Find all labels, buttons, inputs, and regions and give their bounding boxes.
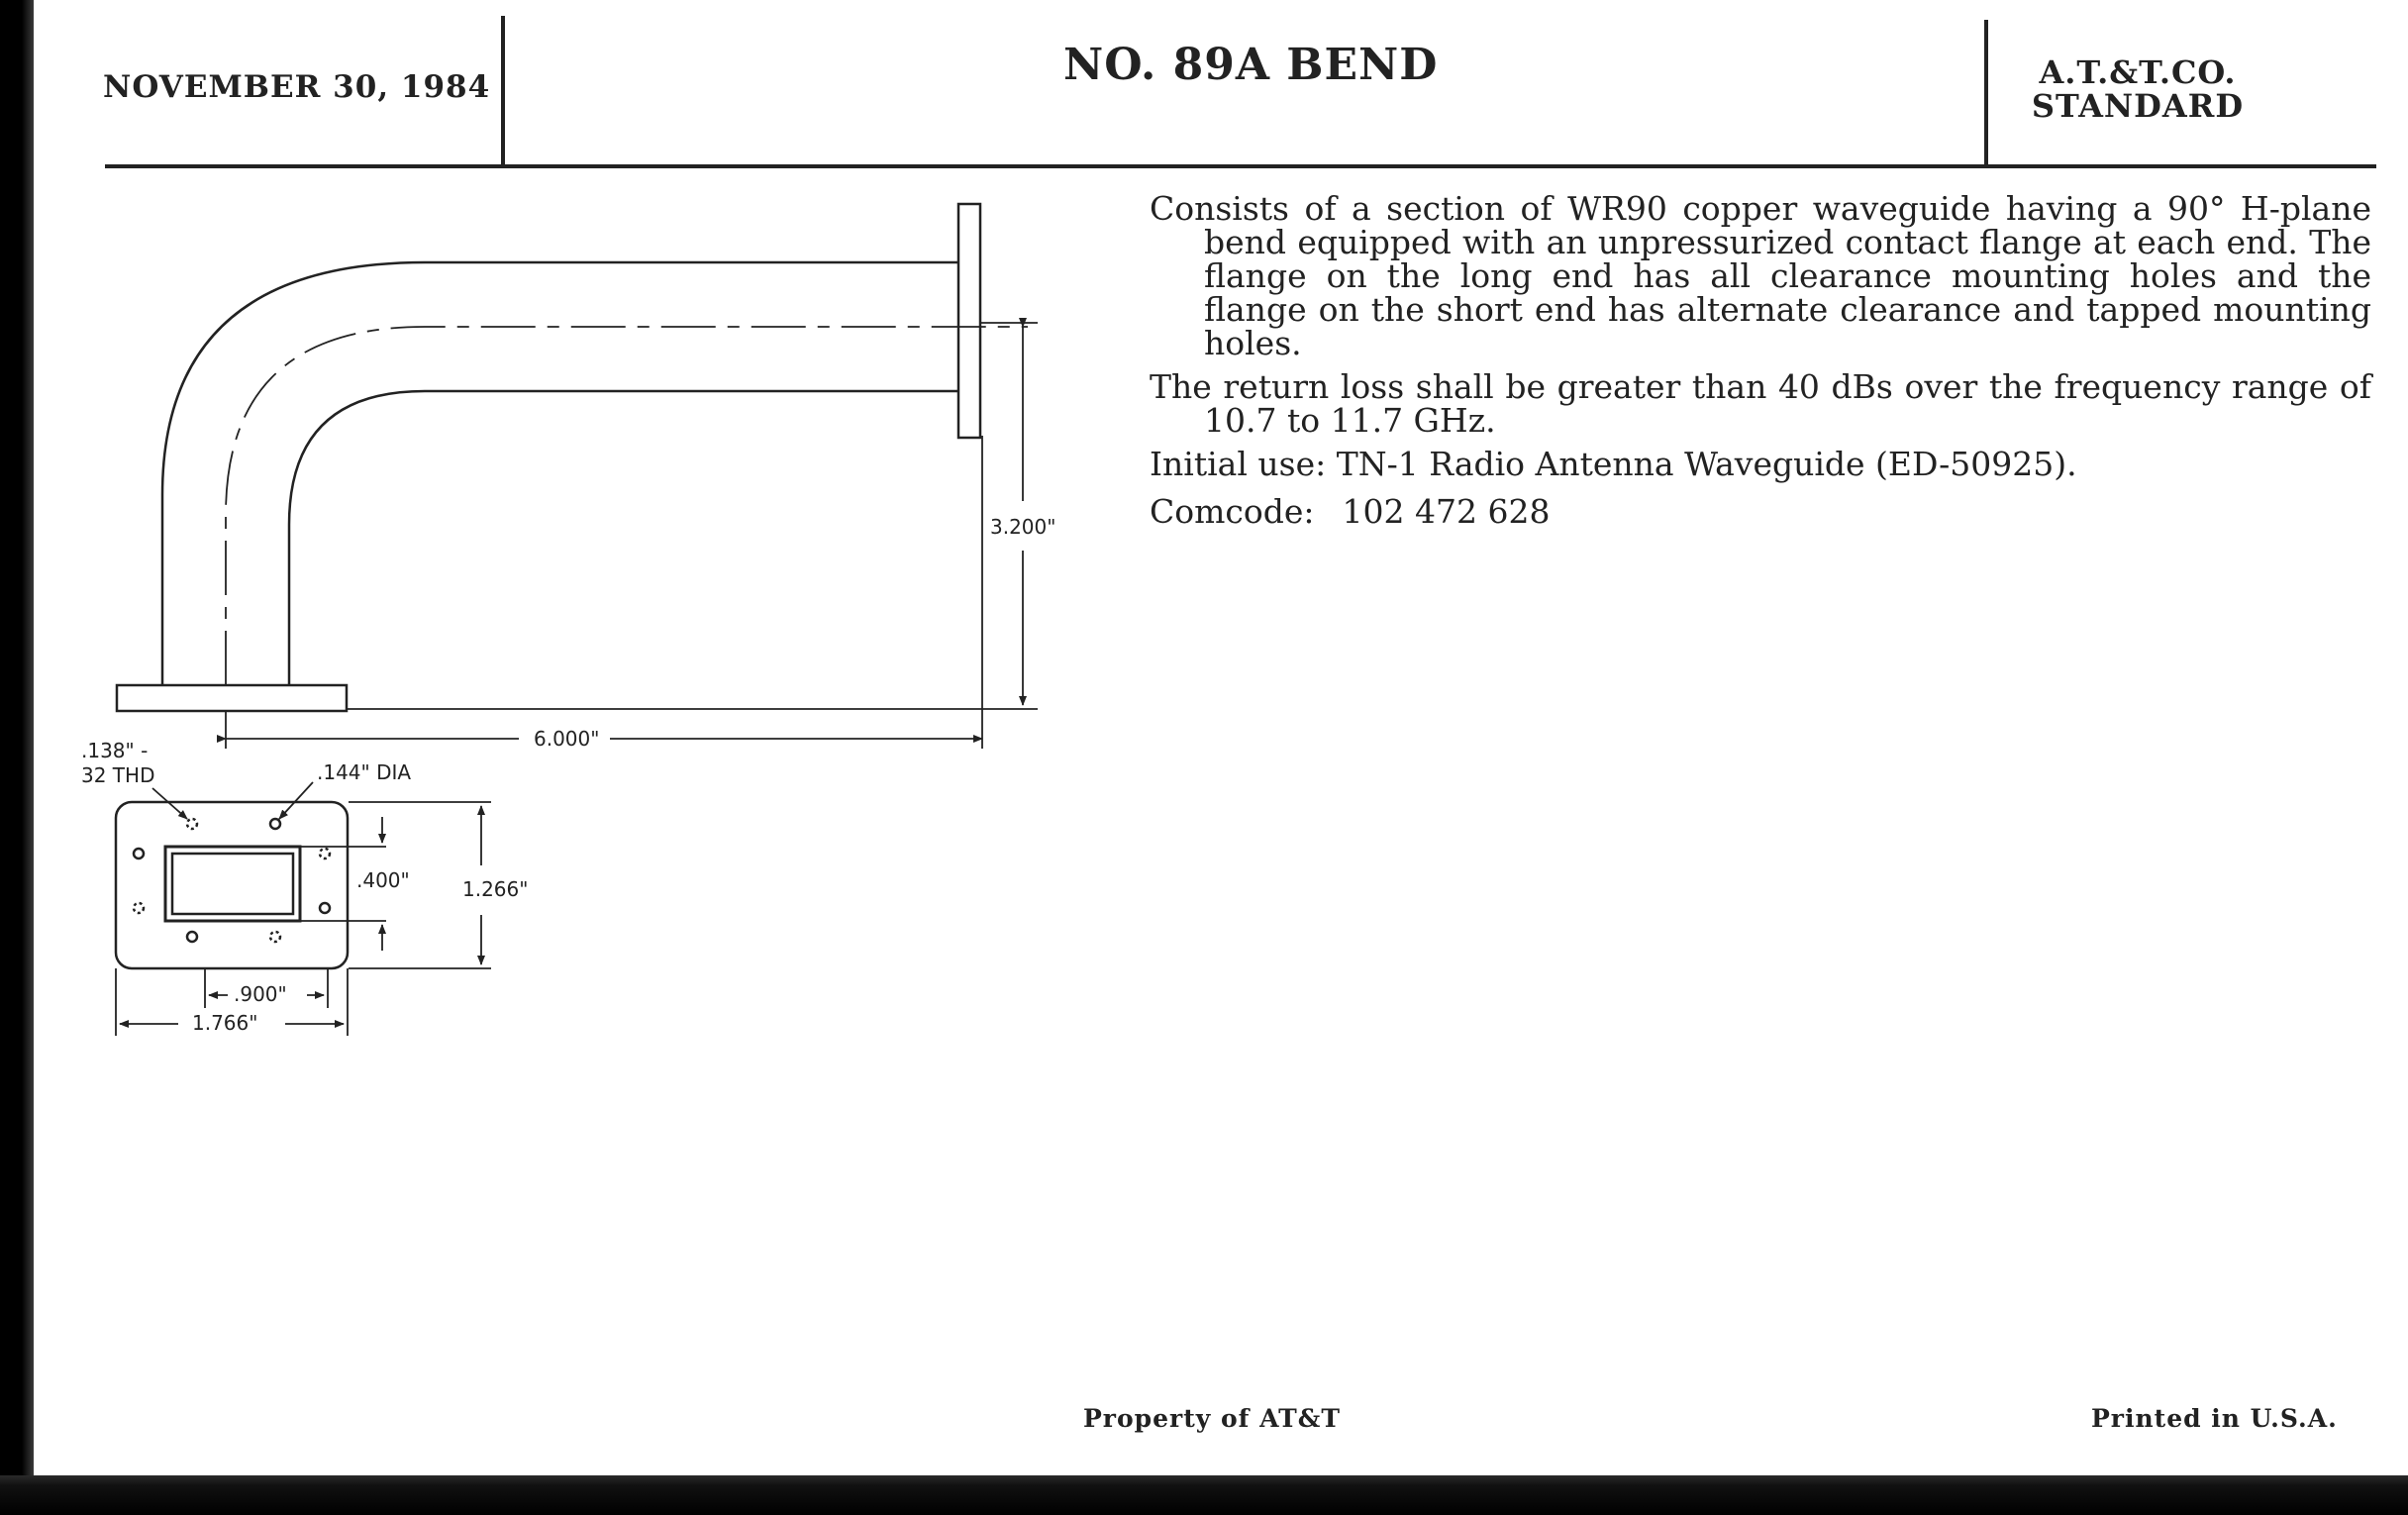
bend-drawing [34, 0, 1222, 1089]
flange-width-label: 1.766" [192, 1011, 258, 1035]
long-end-flange [958, 204, 980, 438]
tapped-hole [270, 932, 280, 942]
description-paragraph: Consists of a section of WR90 copper waveguide having a 90° H-plane bend equipped with an unpressurized contact flange at each end. The flange on the long end has all clearance mounting holes and the flange on the short end has alternate clearance and tapped mounting holes. [1150, 189, 2371, 362]
comcode-value: 102 472 628 [1342, 492, 1551, 531]
scan-border-bottom [0, 1475, 2408, 1515]
height-dimension-label: 3.200" [990, 515, 1056, 539]
thread-note-leader [152, 788, 187, 819]
standard-sheet [34, 0, 2408, 1475]
comcode-label: Comcode: [1150, 492, 1315, 531]
inner-height-label: .400" [356, 868, 410, 892]
thread-note-line2: 32 THD [81, 763, 155, 787]
printed-notice: Printed in U.S.A. [2091, 1404, 2338, 1433]
length-dimension-label: 6.000" [534, 727, 600, 751]
waveguide-inner-wall [289, 391, 958, 685]
hole-note-label: .144" DIA [317, 760, 412, 784]
hole-note-leader [279, 782, 313, 819]
waveguide-opening-outer [165, 847, 300, 921]
tapped-hole [187, 819, 197, 829]
standard-label [2019, 55, 2257, 123]
scan-border-left [0, 0, 34, 1515]
flange-height-label: 1.266" [462, 877, 529, 901]
comcode-line [1150, 492, 2371, 531]
clearance-hole [134, 849, 144, 858]
property-notice: Property of AT&T [1083, 1404, 1341, 1433]
description [1150, 189, 2371, 539]
standard-label-line2: STANDARD [2031, 87, 2245, 125]
issue-date: NOVEMBER 30, 1984 [103, 69, 491, 105]
flange-face [116, 802, 348, 968]
short-end-flange [117, 685, 347, 711]
page-title: NO. 89A BEND [1063, 40, 1439, 90]
header-divider-right [1984, 20, 1988, 168]
thread-note-line1: .138" - [81, 739, 149, 762]
tapped-hole [134, 903, 144, 913]
initial-use-line: Initial use: TN-1 Radio Antenna Waveguide (ED-50925). [1150, 445, 2077, 483]
clearance-hole [320, 903, 330, 913]
clearance-hole [187, 932, 197, 942]
tapped-hole [320, 849, 330, 858]
clearance-hole [270, 819, 280, 829]
waveguide-centerline [226, 327, 1028, 685]
standard-label-line1: A.T.&T.CO. [2039, 53, 2237, 91]
waveguide-opening-inner [172, 854, 293, 914]
return-loss-paragraph: The return loss shall be greater than 40 dBs over the frequency range of 10.7 to 11.7 GHz. [1150, 367, 2371, 440]
waveguide-outer-wall [162, 262, 958, 685]
inner-width-label: .900" [234, 982, 287, 1006]
